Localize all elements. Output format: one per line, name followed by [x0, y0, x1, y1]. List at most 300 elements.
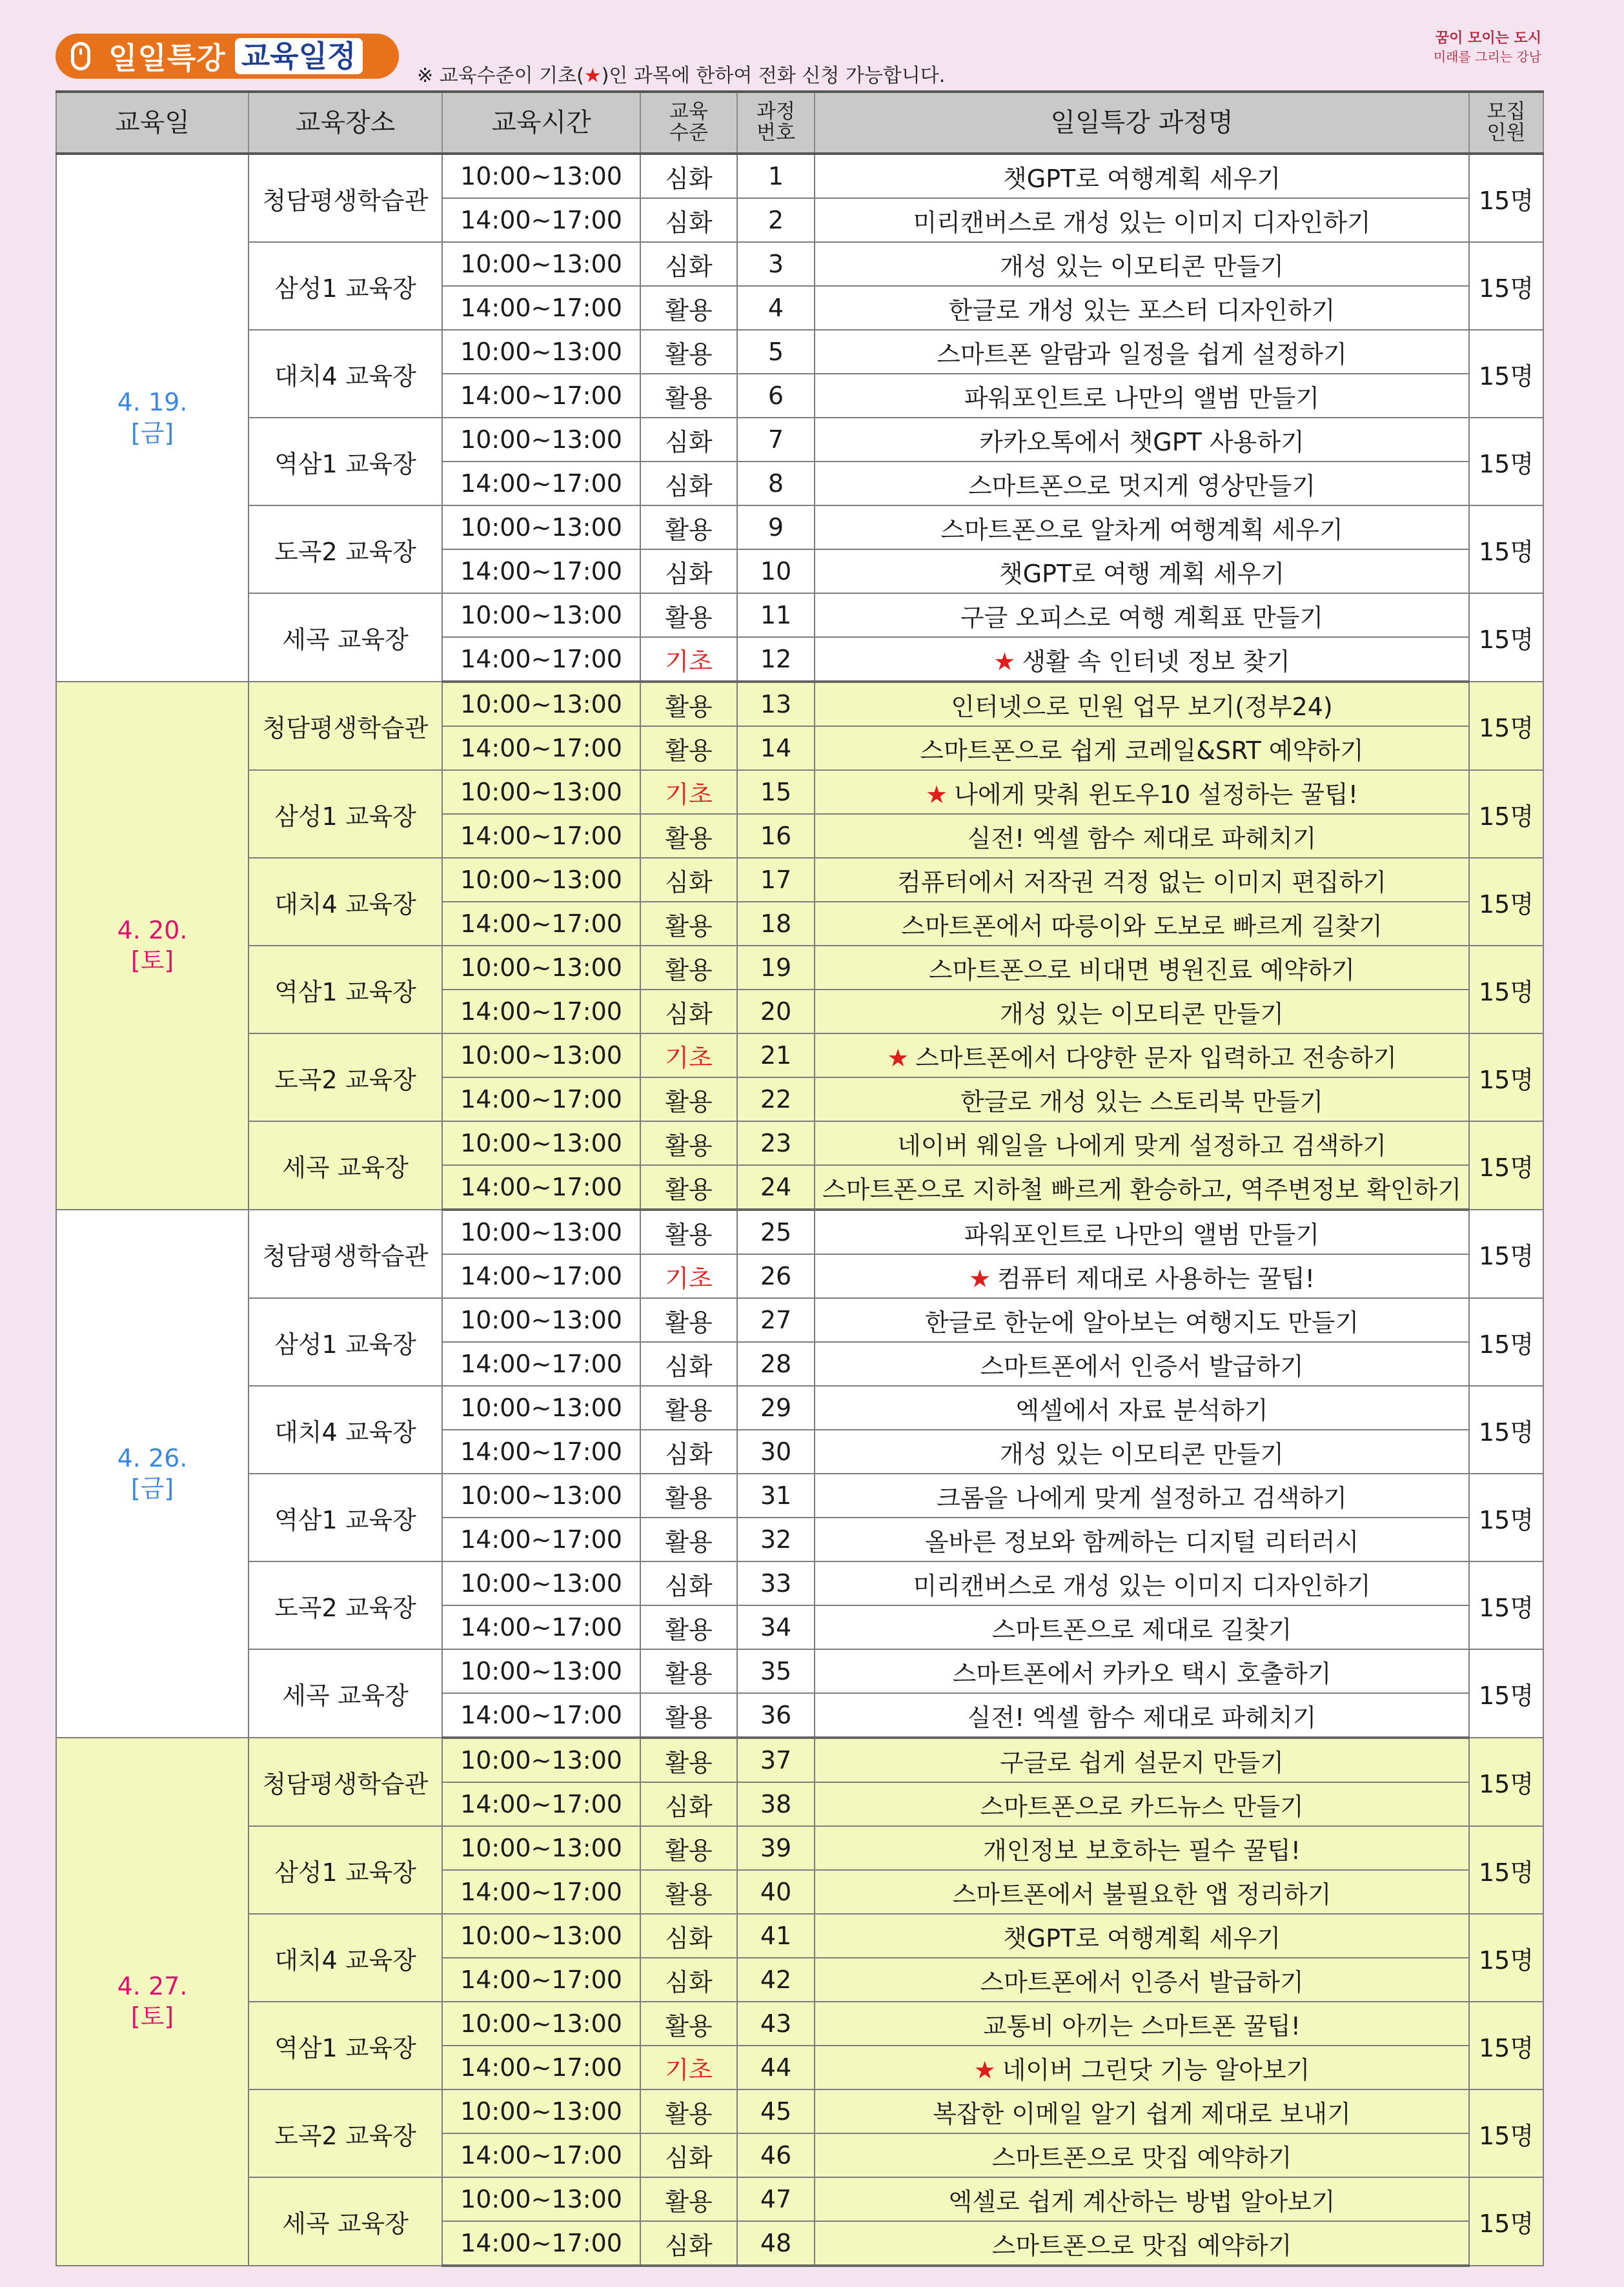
day-group — [56, 1738, 1543, 2266]
place-cell: 역삼1 교육장 — [249, 1474, 442, 1561]
course-name-cell — [815, 1298, 1469, 1342]
level-cell: 활용 — [640, 1518, 737, 1561]
level-cell: 심화 — [640, 2221, 737, 2266]
col-capacity: 모집 인원 — [1469, 92, 1543, 154]
course-no-cell: 15 — [737, 770, 815, 814]
page-header — [56, 27, 1541, 85]
table-row — [56, 946, 1543, 990]
course-no-cell: 16 — [737, 814, 815, 858]
capacity-cell: 15명 — [1469, 1561, 1543, 1649]
place-cell: 삼성1 교육장 — [249, 770, 442, 858]
capacity-cell: 15명 — [1469, 1914, 1543, 2002]
place-cell: 세곡 교육장 — [249, 593, 442, 682]
day-group — [56, 154, 1543, 682]
date-text: 4. 19. — [117, 388, 188, 416]
level-cell: 심화 — [640, 198, 737, 242]
table-row — [56, 1033, 1543, 1077]
course-no-cell: 19 — [737, 946, 815, 990]
time-cell: 10:00~13:00 — [442, 1210, 640, 1254]
day-group — [56, 1210, 1543, 1738]
place-cell: 도곡2 교육장 — [249, 505, 442, 593]
course-name-cell — [815, 593, 1469, 637]
weekday-text: [토] — [130, 946, 174, 975]
day-group — [56, 682, 1543, 1210]
level-cell: 심화 — [640, 858, 737, 902]
place-cell: 세곡 교육장 — [249, 1649, 442, 1738]
course-no-cell: 9 — [737, 505, 815, 549]
logo-line2: 미래를 그리는 강남 — [1433, 49, 1541, 65]
course-name: 챗GPT로 여행 계획 세우기 — [999, 559, 1285, 588]
weekday-text: [토] — [130, 2002, 174, 2031]
course-name-cell — [815, 1254, 1469, 1298]
place-cell: 세곡 교육장 — [249, 1121, 442, 1210]
course-no-cell: 8 — [737, 462, 815, 505]
course-name: 스마트폰에서 불필요한 앱 정리하기 — [952, 1880, 1332, 1909]
title-badge — [56, 34, 399, 79]
time-cell: 14:00~17:00 — [442, 902, 640, 946]
level-cell: 심화 — [640, 1430, 737, 1474]
course-no-cell: 12 — [737, 637, 815, 682]
level-cell: 활용 — [640, 1210, 737, 1254]
level-cell: 심화 — [640, 242, 737, 286]
course-name-cell — [815, 990, 1469, 1033]
course-no-cell: 26 — [737, 1254, 815, 1298]
time-cell: 14:00~17:00 — [442, 1518, 640, 1561]
level-cell: 활용 — [640, 902, 737, 946]
time-cell: 10:00~13:00 — [442, 1386, 640, 1430]
date-cell — [56, 682, 249, 1210]
course-name-cell — [815, 418, 1469, 462]
course-no-cell: 2 — [737, 198, 815, 242]
course-name: 스마트폰에서 인증서 발급하기 — [980, 1352, 1304, 1381]
table-row — [56, 242, 1543, 286]
course-name: 스마트폰으로 비대면 병원진료 예약하기 — [928, 955, 1355, 984]
table-row — [56, 1474, 1543, 1518]
level-cell: 활용 — [640, 593, 737, 637]
place-cell: 대치4 교육장 — [249, 330, 442, 418]
table-row — [56, 770, 1543, 814]
capacity-cell: 15명 — [1469, 1210, 1543, 1298]
table-row — [56, 2089, 1543, 2133]
course-no-cell: 38 — [737, 1782, 815, 1826]
time-cell: 10:00~13:00 — [442, 1738, 640, 1782]
time-cell: 10:00~13:00 — [442, 2002, 640, 2046]
capacity-cell: 15명 — [1469, 770, 1543, 858]
course-name: 교통비 아끼는 스마트폰 꿀팁! — [983, 2011, 1301, 2040]
col-course-name: 일일특강 과정명 — [815, 92, 1469, 154]
course-no-cell: 34 — [737, 1605, 815, 1649]
time-cell: 10:00~13:00 — [442, 1826, 640, 1870]
level-cell: 활용 — [640, 814, 737, 858]
course-name: 스마트폰에서 인증서 발급하기 — [980, 1967, 1304, 1997]
course-name: 한글로 개성 있는 포스터 디자인하기 — [948, 296, 1335, 325]
time-cell: 14:00~17:00 — [442, 2221, 640, 2266]
course-no-cell: 22 — [737, 1077, 815, 1121]
time-cell: 10:00~13:00 — [442, 418, 640, 462]
col-time: 교육시간 — [442, 92, 640, 154]
time-cell: 14:00~17:00 — [442, 198, 640, 242]
time-cell: 14:00~17:00 — [442, 1870, 640, 1914]
course-name-cell — [815, 770, 1469, 814]
course-no-cell: 32 — [737, 1518, 815, 1561]
place-cell: 대치4 교육장 — [249, 858, 442, 946]
course-no-cell: 10 — [737, 549, 815, 593]
time-cell: 10:00~13:00 — [442, 330, 640, 374]
course-name-cell — [815, 1914, 1469, 1958]
course-name-cell — [815, 858, 1469, 902]
course-name-cell — [815, 2089, 1469, 2133]
course-no-cell: 37 — [737, 1738, 815, 1782]
level-cell: 활용 — [640, 1649, 737, 1693]
course-no-cell: 6 — [737, 374, 815, 418]
course-name: 스마트폰으로 맛집 예약하기 — [991, 2143, 1292, 2172]
course-no-cell: 30 — [737, 1430, 815, 1474]
level-cell: 기초 — [640, 1033, 737, 1077]
capacity-cell: 15명 — [1469, 154, 1543, 242]
star-icon: ★ — [968, 1264, 991, 1293]
capacity-cell: 15명 — [1469, 242, 1543, 330]
course-name: 실전! 엑셀 함수 제대로 파헤치기 — [967, 824, 1317, 853]
capacity-cell: 15명 — [1469, 330, 1543, 418]
course-name-cell — [815, 637, 1469, 682]
level-cell: 심화 — [640, 1342, 737, 1386]
course-no-cell: 39 — [737, 1826, 815, 1870]
course-name-cell — [815, 374, 1469, 418]
course-name-cell — [815, 286, 1469, 330]
course-name: 올바른 정보와 함께하는 디지털 리터러시 — [924, 1527, 1359, 1556]
capacity-cell: 15명 — [1469, 946, 1543, 1033]
course-no-cell: 4 — [737, 286, 815, 330]
time-cell: 10:00~13:00 — [442, 1474, 640, 1518]
col-level: 교육 수준 — [640, 92, 737, 154]
date-cell — [56, 154, 249, 682]
mouse-icon — [71, 42, 90, 70]
course-name: 챗GPT로 여행계획 세우기 — [1002, 164, 1281, 193]
level-cell: 활용 — [640, 1386, 737, 1430]
course-no-cell: 43 — [737, 2002, 815, 2046]
level-cell: 활용 — [640, 330, 737, 374]
course-no-cell: 35 — [737, 1649, 815, 1693]
level-cell: 활용 — [640, 946, 737, 990]
time-cell: 10:00~13:00 — [442, 1914, 640, 1958]
date-text: 4. 27. — [117, 1971, 188, 2000]
course-no-cell: 11 — [737, 593, 815, 637]
course-name: 미리캔버스로 개성 있는 이미지 디자인하기 — [913, 1571, 1371, 1600]
course-name: 엑셀에서 자료 분석하기 — [1015, 1396, 1268, 1425]
course-name: 네이버 웨일을 나에게 맞게 설정하고 검색하기 — [897, 1131, 1386, 1160]
table-row — [56, 330, 1543, 374]
level-cell: 기초 — [640, 1254, 737, 1298]
table-row — [56, 2002, 1543, 2046]
place-cell: 청담평생학습관 — [249, 1738, 442, 1826]
level-cell: 심화 — [640, 1914, 737, 1958]
place-cell: 청담평생학습관 — [249, 1210, 442, 1298]
place-cell: 도곡2 교육장 — [249, 1561, 442, 1649]
course-no-cell: 25 — [737, 1210, 815, 1254]
course-name-cell — [815, 1782, 1469, 1826]
time-cell: 10:00~13:00 — [442, 1033, 640, 1077]
table-row — [56, 505, 1543, 549]
course-name-cell — [815, 2221, 1469, 2266]
course-no-cell: 28 — [737, 1342, 815, 1386]
table-row — [56, 418, 1543, 462]
star-icon: ★ — [973, 2055, 996, 2084]
course-no-cell: 41 — [737, 1914, 815, 1958]
course-no-cell: 48 — [737, 2221, 815, 2266]
table-row — [56, 1826, 1543, 1870]
course-no-cell: 31 — [737, 1474, 815, 1518]
course-name-cell — [815, 2133, 1469, 2177]
weekday-text: [금] — [130, 1474, 174, 1503]
course-no-cell: 42 — [737, 1958, 815, 2002]
capacity-cell: 15명 — [1469, 858, 1543, 946]
course-name: 구글로 쉽게 설문지 만들기 — [999, 1748, 1284, 1777]
level-cell: 활용 — [640, 1605, 737, 1649]
time-cell: 10:00~13:00 — [442, 682, 640, 726]
table-row — [56, 1561, 1543, 1605]
time-cell: 10:00~13:00 — [442, 154, 640, 198]
capacity-cell: 15명 — [1469, 1826, 1543, 1914]
capacity-cell: 15명 — [1469, 418, 1543, 505]
level-cell: 심화 — [640, 1958, 737, 2002]
place-cell: 대치4 교육장 — [249, 1914, 442, 2002]
course-name-cell — [815, 1738, 1469, 1782]
time-cell: 10:00~13:00 — [442, 505, 640, 549]
date-cell — [56, 1738, 249, 2266]
level-cell: 기초 — [640, 770, 737, 814]
course-name: 스마트폰으로 지하철 빠르게 환승하고, 역주변정보 확인하기 — [822, 1175, 1462, 1204]
level-cell: 활용 — [640, 1121, 737, 1165]
table-row — [56, 858, 1543, 902]
course-name-cell — [815, 1165, 1469, 1210]
course-name-cell — [815, 2002, 1469, 2046]
course-name: 한글로 한눈에 알아보는 여행지도 만들기 — [924, 1308, 1359, 1337]
level-cell: 활용 — [640, 286, 737, 330]
course-name-cell — [815, 1693, 1469, 1738]
time-cell: 14:00~17:00 — [442, 549, 640, 593]
level-cell: 활용 — [640, 1870, 737, 1914]
course-name-cell — [815, 1386, 1469, 1430]
level-cell: 심화 — [640, 462, 737, 505]
course-no-cell: 36 — [737, 1693, 815, 1738]
capacity-cell: 15명 — [1469, 1474, 1543, 1561]
col-course-no: 과정 번호 — [737, 92, 815, 154]
level-cell: 활용 — [640, 505, 737, 549]
course-name: 카카오톡에서 챗GPT 사용하기 — [979, 427, 1304, 456]
course-name-cell — [815, 682, 1469, 726]
course-no-cell: 7 — [737, 418, 815, 462]
date-cell — [56, 1210, 249, 1738]
time-cell: 14:00~17:00 — [442, 374, 640, 418]
course-name-cell — [815, 462, 1469, 505]
place-cell: 청담평생학습관 — [249, 154, 442, 242]
course-name: 파워포인트로 나만의 앨범 만들기 — [964, 1220, 1320, 1249]
course-name-cell — [815, 242, 1469, 286]
place-cell: 삼성1 교육장 — [249, 1298, 442, 1386]
time-cell: 10:00~13:00 — [442, 1298, 640, 1342]
place-cell: 도곡2 교육장 — [249, 1033, 442, 1121]
course-no-cell: 45 — [737, 2089, 815, 2133]
gangnam-logo — [1432, 30, 1541, 81]
course-no-cell: 23 — [737, 1121, 815, 1165]
course-name: 복잡한 이메일 알기 쉽게 제대로 보내기 — [933, 2099, 1351, 2128]
course-name: 컴퓨터 제대로 사용하는 꿀팁! — [997, 1264, 1315, 1293]
time-cell: 14:00~17:00 — [442, 726, 640, 770]
level-cell: 심화 — [640, 418, 737, 462]
course-no-cell: 1 — [737, 154, 815, 198]
table-row — [56, 1210, 1543, 1254]
course-name-cell — [815, 1474, 1469, 1518]
level-cell: 활용 — [640, 682, 737, 726]
level-cell: 활용 — [640, 1826, 737, 1870]
table-row — [56, 1121, 1543, 1165]
course-name: 스마트폰으로 멋지게 영상만들기 — [968, 471, 1316, 500]
course-name-cell — [815, 1210, 1469, 1254]
title-part1: 일일특강 — [108, 41, 226, 76]
title-part2: 교육일정 — [235, 38, 363, 74]
place-cell: 역삼1 교육장 — [249, 946, 442, 1033]
level-cell: 활용 — [640, 1298, 737, 1342]
course-name-cell — [815, 726, 1469, 770]
time-cell: 14:00~17:00 — [442, 1254, 640, 1298]
capacity-cell: 15명 — [1469, 1386, 1543, 1474]
time-cell: 14:00~17:00 — [442, 1430, 640, 1474]
course-name-cell — [815, 1518, 1469, 1561]
course-name: 생활 속 인터넷 정보 찾기 — [1022, 647, 1290, 676]
table-row — [56, 154, 1543, 198]
course-name-cell — [815, 549, 1469, 593]
star-icon: ★ — [993, 647, 1016, 676]
time-cell: 14:00~17:00 — [442, 2133, 640, 2177]
time-cell: 10:00~13:00 — [442, 946, 640, 990]
level-cell: 활용 — [640, 2177, 737, 2221]
capacity-cell: 15명 — [1469, 1033, 1543, 1121]
level-cell: 심화 — [640, 549, 737, 593]
course-no-cell: 24 — [737, 1165, 815, 1210]
notice-prefix: ※ 교육수준이 기초( — [417, 65, 584, 87]
course-no-cell: 13 — [737, 682, 815, 726]
capacity-cell: 15명 — [1469, 1121, 1543, 1210]
course-name-cell — [815, 2177, 1469, 2221]
schedule-table — [56, 90, 1544, 2267]
course-name-cell — [815, 1561, 1469, 1605]
time-cell: 10:00~13:00 — [442, 1649, 640, 1693]
course-no-cell: 20 — [737, 990, 815, 1033]
table-row — [56, 1738, 1543, 1782]
course-name: 나에게 맞춰 윈도우10 설정하는 꿀팁! — [954, 780, 1358, 809]
course-name: 챗GPT로 여행계획 세우기 — [1002, 1924, 1281, 1953]
course-name-cell — [815, 1826, 1469, 1870]
course-name: 컴퓨터에서 저작권 걱정 없는 이미지 편집하기 — [897, 868, 1386, 897]
capacity-cell: 15명 — [1469, 682, 1543, 770]
course-no-cell: 29 — [737, 1386, 815, 1430]
course-name-cell — [815, 814, 1469, 858]
course-name: 구글 오피스로 여행 계획표 만들기 — [960, 603, 1324, 632]
level-cell: 심화 — [640, 2133, 737, 2177]
header-row — [56, 92, 1543, 154]
course-name: 한글로 개성 있는 스토리북 만들기 — [960, 1087, 1324, 1116]
course-no-cell: 14 — [737, 726, 815, 770]
course-name: 개인정보 보호하는 필수 꿀팁! — [983, 1836, 1301, 1865]
level-cell: 심화 — [640, 990, 737, 1033]
time-cell: 14:00~17:00 — [442, 814, 640, 858]
time-cell: 10:00~13:00 — [442, 1561, 640, 1605]
time-cell: 14:00~17:00 — [442, 1782, 640, 1826]
time-cell: 14:00~17:00 — [442, 1605, 640, 1649]
table-row — [56, 1298, 1543, 1342]
level-cell: 활용 — [640, 1077, 737, 1121]
table-row — [56, 1649, 1543, 1693]
capacity-cell: 15명 — [1469, 1649, 1543, 1738]
course-name: 스마트폰으로 알차게 여행계획 세우기 — [940, 515, 1343, 544]
capacity-cell: 15명 — [1469, 1738, 1543, 1826]
course-name-cell — [815, 946, 1469, 990]
course-name-cell — [815, 1870, 1469, 1914]
course-name: 스마트폰으로 제대로 길찾기 — [991, 1615, 1292, 1644]
capacity-cell: 15명 — [1469, 505, 1543, 593]
level-cell: 기초 — [640, 2046, 737, 2089]
level-cell: 활용 — [640, 726, 737, 770]
course-name-cell — [815, 154, 1469, 198]
course-name: 네이버 그린닷 기능 알아보기 — [1002, 2055, 1310, 2084]
course-name: 스마트폰에서 카카오 택시 호출하기 — [952, 1659, 1332, 1688]
time-cell: 14:00~17:00 — [442, 1165, 640, 1210]
place-cell: 역삼1 교육장 — [249, 418, 442, 505]
star-icon: ★ — [926, 780, 948, 809]
course-name: 실전! 엑셀 함수 제대로 파헤치기 — [967, 1703, 1317, 1732]
course-name: 스마트폰 알람과 일정을 쉽게 설정하기 — [937, 340, 1347, 369]
course-name: 스마트폰으로 맛집 예약하기 — [991, 2231, 1292, 2260]
course-name-cell — [815, 1342, 1469, 1386]
col-place: 교육장소 — [249, 92, 442, 154]
course-name: 파워포인트로 나만의 앨범 만들기 — [964, 383, 1320, 412]
weekday-text: [금] — [130, 418, 174, 447]
level-cell: 심화 — [640, 1782, 737, 1826]
time-cell: 14:00~17:00 — [442, 990, 640, 1033]
course-name: 엑셀로 쉽게 계산하는 방법 알아보기 — [948, 2187, 1335, 2216]
course-no-cell: 47 — [737, 2177, 815, 2221]
course-name: 스마트폰으로 카드뉴스 만들기 — [980, 1792, 1304, 1821]
course-name-cell — [815, 330, 1469, 374]
course-name-cell — [815, 1430, 1469, 1474]
level-cell: 활용 — [640, 374, 737, 418]
place-cell: 대치4 교육장 — [249, 1386, 442, 1474]
place-cell: 역삼1 교육장 — [249, 2002, 442, 2089]
star-icon: ★ — [887, 1043, 909, 1072]
table-row — [56, 1914, 1543, 1958]
capacity-cell: 15명 — [1469, 1298, 1543, 1386]
course-name-cell — [815, 1033, 1469, 1077]
level-cell: 활용 — [640, 1165, 737, 1210]
level-cell: 기초 — [640, 637, 737, 682]
course-no-cell: 5 — [737, 330, 815, 374]
course-name-cell — [815, 1649, 1469, 1693]
notice-text — [417, 59, 945, 88]
table-row — [56, 593, 1543, 637]
time-cell: 14:00~17:00 — [442, 462, 640, 505]
course-name-cell — [815, 198, 1469, 242]
capacity-cell: 15명 — [1469, 2177, 1543, 2266]
course-name: 스마트폰에서 다양한 문자 입력하고 전송하기 — [915, 1043, 1397, 1072]
level-cell: 활용 — [640, 2002, 737, 2046]
course-no-cell: 46 — [737, 2133, 815, 2177]
course-name-cell — [815, 505, 1469, 549]
course-name-cell — [815, 1077, 1469, 1121]
place-cell: 청담평생학습관 — [249, 682, 442, 770]
table-row — [56, 1386, 1543, 1430]
course-no-cell: 3 — [737, 242, 815, 286]
capacity-cell: 15명 — [1469, 2002, 1543, 2089]
